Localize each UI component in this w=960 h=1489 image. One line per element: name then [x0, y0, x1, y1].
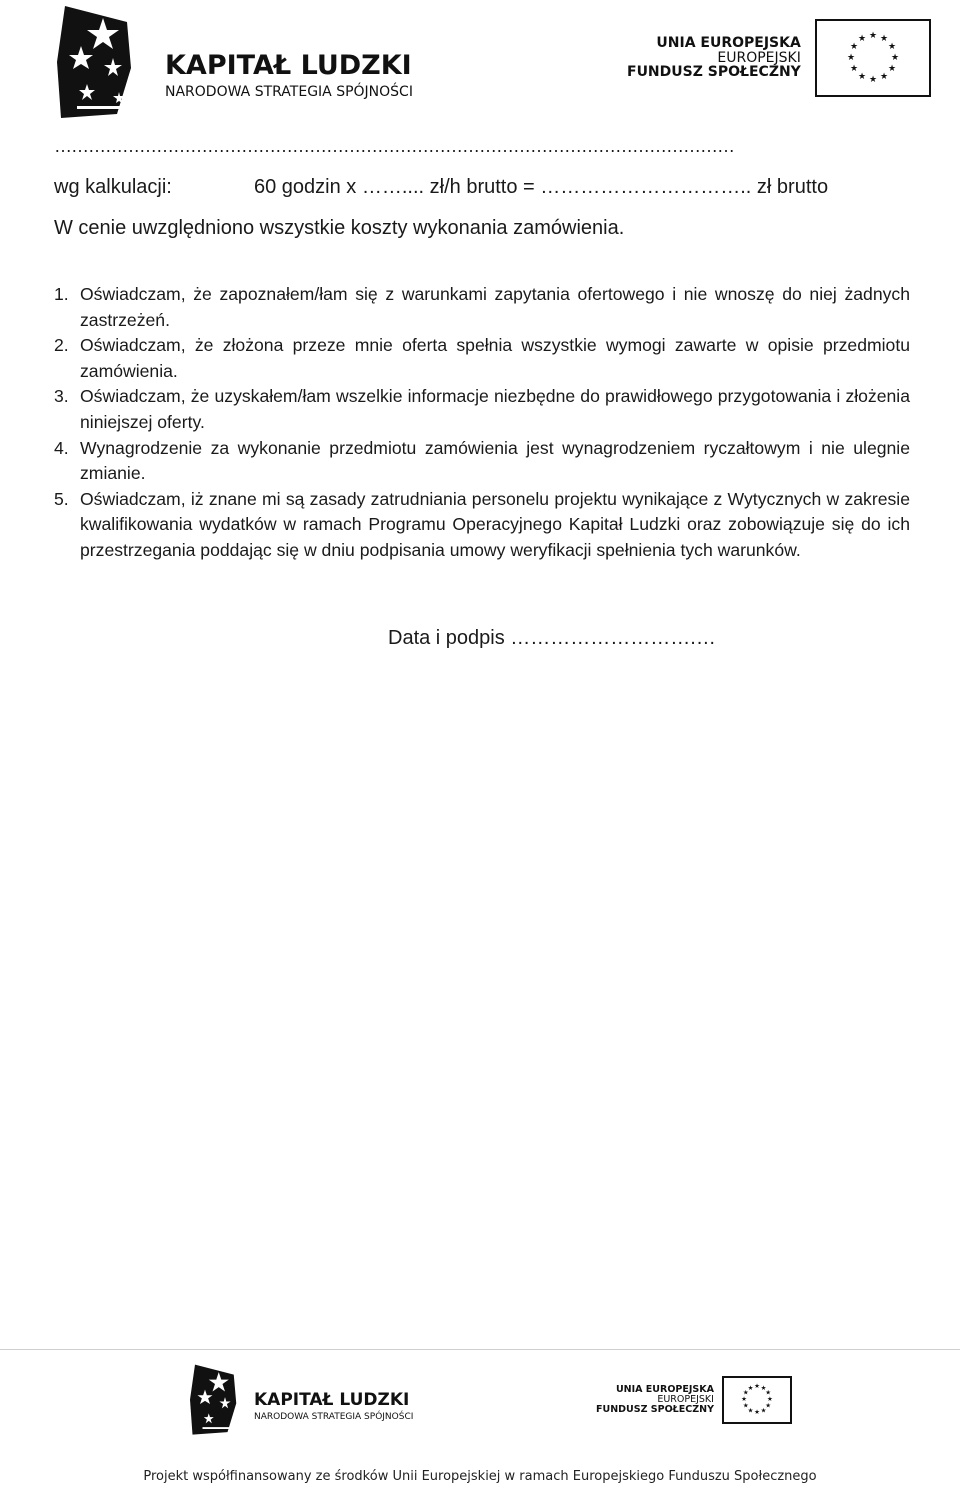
svg-text:★: ★ [765, 1388, 772, 1397]
eu-logo-line3: FUNDUSZ SPOŁECZNY [627, 64, 801, 81]
footer-eu-logo-line1: UNIA EUROPEJSKA [615, 1384, 714, 1396]
declaration-number: 1. [54, 284, 69, 304]
blank-dotted-line: ………………………………………………………………………………………………………… [54, 136, 734, 156]
declaration-number: 3. [54, 386, 69, 407]
svg-text:★: ★ [760, 1383, 767, 1392]
eu-logo-line1: UNIA EUROPEJSKA [656, 34, 801, 51]
declaration-text: Oświadczam, iż znane mi są zasady zatrudniania personelu projektu wynikające z Wytycznych w zakresie kwalifikowania wydatków w ramach Programu Operacyjnego Kapitał Ludzki oraz zobowiązuje się do ich przestrzegania poddając się w dniu podpisania umowy weryfikacji spełnienia tych warunków. [80, 488, 910, 560]
svg-text:★: ★ [742, 1388, 749, 1397]
svg-text:★: ★ [849, 42, 858, 52]
svg-text:★: ★ [879, 34, 888, 44]
svg-text:★: ★ [849, 64, 858, 74]
svg-text:★: ★ [868, 75, 877, 85]
svg-text:★: ★ [857, 72, 866, 82]
kapital-ludzki-title: KAPITAŁ LUDZKI [165, 49, 412, 81]
footer-kapital-ludzki-logo [190, 1362, 413, 1436]
svg-text:★: ★ [754, 1382, 760, 1391]
svg-text:★: ★ [767, 1395, 773, 1404]
footer-divider [0, 1349, 960, 1350]
svg-text:★: ★ [890, 53, 899, 63]
declaration-item [54, 333, 910, 384]
svg-text:★: ★ [754, 1408, 760, 1417]
declaration-item [54, 282, 910, 333]
footer-kapital-ludzki-title: KAPITAŁ LUDZKI [254, 1390, 410, 1410]
svg-text:★: ★ [747, 1406, 754, 1415]
svg-text:★: ★ [742, 1401, 749, 1410]
declaration-item [54, 436, 910, 487]
signature-line: Data i podpis ……………………….… [388, 627, 716, 649]
declaration-number: 2. [54, 335, 69, 356]
svg-text:★: ★ [857, 34, 866, 44]
declaration-text: Oświadczam, że złożona przeze mnie oferta spełnia wszystkie wymogi zawarte w opisie przedmiotu zamówienia. [80, 335, 910, 381]
svg-text:★: ★ [887, 42, 896, 52]
costs-note: W cenie uwzględniono wszystkie koszty wykonania zamówienia. [54, 217, 625, 239]
svg-text:★: ★ [887, 64, 896, 74]
svg-text:★: ★ [747, 1383, 754, 1392]
footer-funding-note: Projekt współfinansowany ze środków Unii Europejskiej w ramach Europejskiego Funduszu Społecznego [143, 1469, 817, 1484]
kapital-ludzki-subtitle: NARODOWA STRATEGIA SPÓJNOŚCI [165, 83, 413, 100]
calculation-line [54, 176, 828, 199]
footer-eu-logo-line3: FUNDUSZ SPOŁECZNY [596, 1403, 714, 1415]
footer-kapital-ludzki-subtitle: NARODOWA STRATEGIA SPÓJNOŚCI [254, 1412, 414, 1422]
declaration-text: Oświadczam, że uzyskałem/łam wszelkie informacje niezbędne do prawidłowego przygotowania i złożenia niniejszej oferty. [80, 386, 910, 432]
svg-text:★: ★ [879, 72, 888, 82]
svg-text:★: ★ [868, 31, 877, 41]
declaration-item [54, 384, 910, 435]
declaration-item [54, 487, 910, 564]
footer-eu-logo-line2: EUROPEJSKI [657, 1394, 714, 1406]
svg-text:★: ★ [741, 1395, 747, 1404]
declaration-number: 5. [54, 488, 69, 509]
kapital-ludzki-logo [57, 2, 413, 120]
declaration-number: 4. [54, 437, 69, 458]
eu-flag-icon [815, 19, 931, 97]
svg-text:★: ★ [846, 53, 855, 63]
kapital-ludzki-emblem-icon [57, 2, 137, 120]
svg-text:★: ★ [765, 1401, 772, 1410]
declarations-list [54, 282, 910, 564]
calculation-value: 60 godzin x …….... zł/h brutto = ………………………….. zł brutto [254, 176, 829, 198]
eu-logo-line2: EUROPEJSKI [717, 49, 801, 66]
footer-eu-logo [596, 1376, 792, 1424]
declaration-text: Wynagrodzenie za wykonanie przedmiotu zamówienia jest wynagrodzeniem ryczałtowym i nie ulegnie zmianie. [80, 437, 910, 484]
eu-flag-icon [722, 1376, 792, 1424]
svg-text:★: ★ [760, 1406, 767, 1415]
declaration-text: Oświadczam, że zapoznałem/łam się z warunkami zapytania ofertowego i nie wnoszę do niej żadnych zastrzeżeń. [80, 284, 910, 330]
calculation-label: wg kalkulacji: [54, 176, 172, 198]
kapital-ludzki-emblem-icon [190, 1362, 240, 1436]
eu-logo [627, 19, 931, 97]
